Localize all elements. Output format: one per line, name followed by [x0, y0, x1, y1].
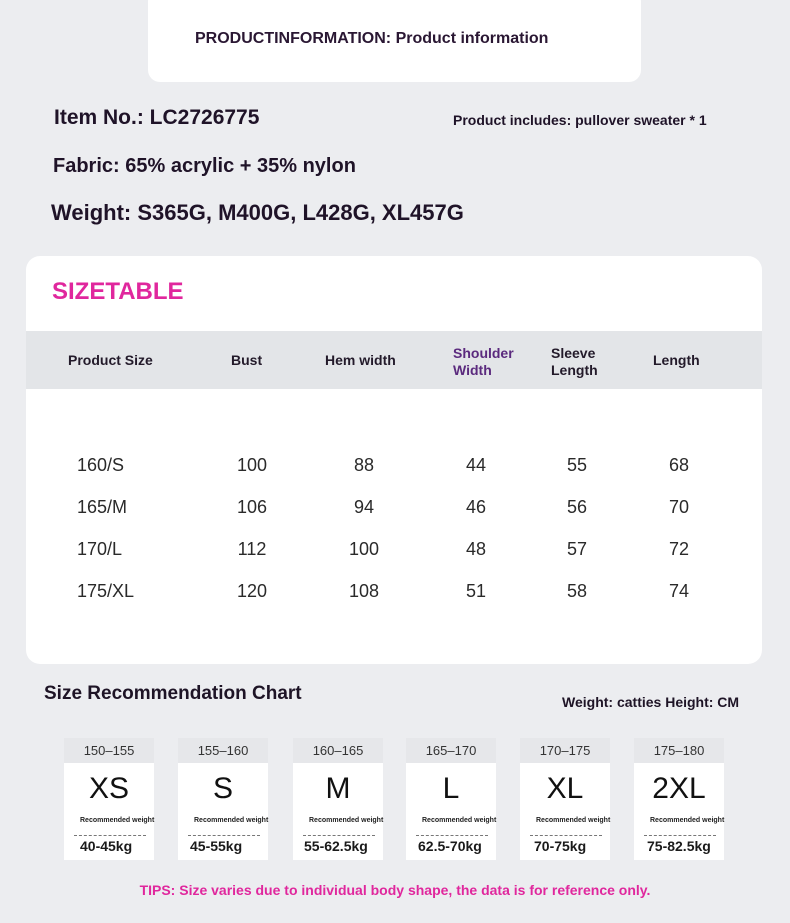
item-number: Item No.: LC2726775 — [54, 106, 260, 129]
cell-length: 70 — [668, 497, 690, 517]
size-card-2xl — [634, 738, 724, 860]
height-range: 160–165 — [293, 738, 383, 763]
cell-shoulder: 44 — [465, 455, 487, 475]
weight-range: 62.5-70kg — [418, 838, 482, 854]
size-letter: XL — [546, 772, 584, 805]
size-card-s — [178, 738, 268, 860]
divider — [188, 835, 260, 836]
section-title: PRODUCTINFORMATION: Product information — [195, 30, 549, 47]
header-product-size: Product Size — [68, 352, 153, 368]
cell-shoulder: 48 — [465, 539, 487, 559]
size-letter: S — [212, 772, 233, 805]
cell-sleeve: 57 — [566, 539, 588, 559]
tips-note: TIPS: Size varies due to individual body shape, the data is for reference only. — [139, 882, 651, 898]
cell-sleeve: 56 — [566, 497, 588, 517]
height-range: 170–175 — [520, 738, 610, 763]
table-row — [26, 497, 762, 527]
header-hem-width: Hem width — [325, 352, 396, 368]
cell-bust: 100 — [236, 455, 268, 475]
weight-range: 55-62.5kg — [304, 838, 368, 854]
table-row — [26, 539, 762, 569]
weight-range: 75-82.5kg — [647, 838, 711, 854]
weight-info: Weight: S365G, M400G, L428G, XL457G — [51, 200, 464, 225]
recommended-weight-label: Recommended weight — [536, 817, 611, 824]
cell-length: 72 — [668, 539, 690, 559]
weight-range: 40-45kg — [80, 838, 133, 854]
size-card-l — [406, 738, 496, 860]
size-card-xs — [64, 738, 154, 860]
size-letter: M — [325, 772, 351, 805]
weight-range: 45-55kg — [190, 838, 243, 854]
divider — [303, 835, 375, 836]
cell-bust: 120 — [236, 581, 268, 601]
divider — [416, 835, 488, 836]
recommended-weight-label: Recommended weight — [309, 817, 384, 824]
size-table-title: SIZETABLE — [52, 278, 184, 305]
size-table-card — [26, 256, 762, 664]
recommendation-units: Weight: catties Height: CM — [562, 694, 740, 710]
height-range: 175–180 — [634, 738, 724, 763]
cell-sleeve: 58 — [566, 581, 588, 601]
size-table-header — [26, 331, 762, 389]
cell-hem: 88 — [353, 455, 375, 475]
header-shoulder-width: Shoulder Width — [453, 345, 514, 378]
cell-size: 175/XL — [77, 581, 135, 601]
height-range: 165–170 — [406, 738, 496, 763]
fabric-info: Fabric: 65% acrylic + 35% nylon — [53, 155, 356, 177]
cell-shoulder: 51 — [465, 581, 487, 601]
divider — [644, 835, 716, 836]
cell-length: 68 — [668, 455, 690, 475]
divider — [74, 835, 146, 836]
header-length: Length — [653, 352, 700, 368]
cell-bust: 112 — [237, 539, 267, 559]
size-letter: XS — [88, 772, 130, 805]
cell-shoulder: 46 — [465, 497, 487, 517]
cell-size: 160/S — [77, 455, 125, 475]
cell-size: 165/M — [77, 497, 128, 517]
cell-hem: 100 — [348, 539, 380, 559]
header-sleeve-length: Sleeve Length — [551, 345, 598, 378]
cell-size: 170/L — [77, 539, 123, 559]
recommendation-title: Size Recommendation Chart — [44, 683, 302, 704]
recommended-weight-label: Recommended weight — [194, 817, 269, 824]
recommended-weight-label: Recommended weight — [650, 817, 725, 824]
height-range: 155–160 — [178, 738, 268, 763]
cell-hem: 94 — [353, 497, 375, 517]
table-row — [26, 455, 762, 485]
weight-range: 70-75kg — [534, 838, 587, 854]
divider — [530, 835, 602, 836]
size-letter: L — [442, 772, 460, 805]
size-letter: 2XL — [652, 772, 706, 805]
height-range: 150–155 — [64, 738, 154, 763]
header-bust: Bust — [231, 352, 263, 368]
size-card-m — [293, 738, 383, 860]
recommended-weight-label: Recommended weight — [422, 817, 497, 824]
header-card — [148, 0, 641, 82]
cell-bust: 106 — [236, 497, 268, 517]
recommended-weight-label: Recommended weight — [80, 817, 155, 824]
cell-length: 74 — [668, 581, 690, 601]
size-card-xl — [520, 738, 610, 860]
cell-sleeve: 55 — [566, 455, 588, 475]
table-row — [26, 581, 762, 611]
cell-hem: 108 — [348, 581, 380, 601]
product-includes: Product includes: pullover sweater * 1 — [453, 112, 707, 128]
